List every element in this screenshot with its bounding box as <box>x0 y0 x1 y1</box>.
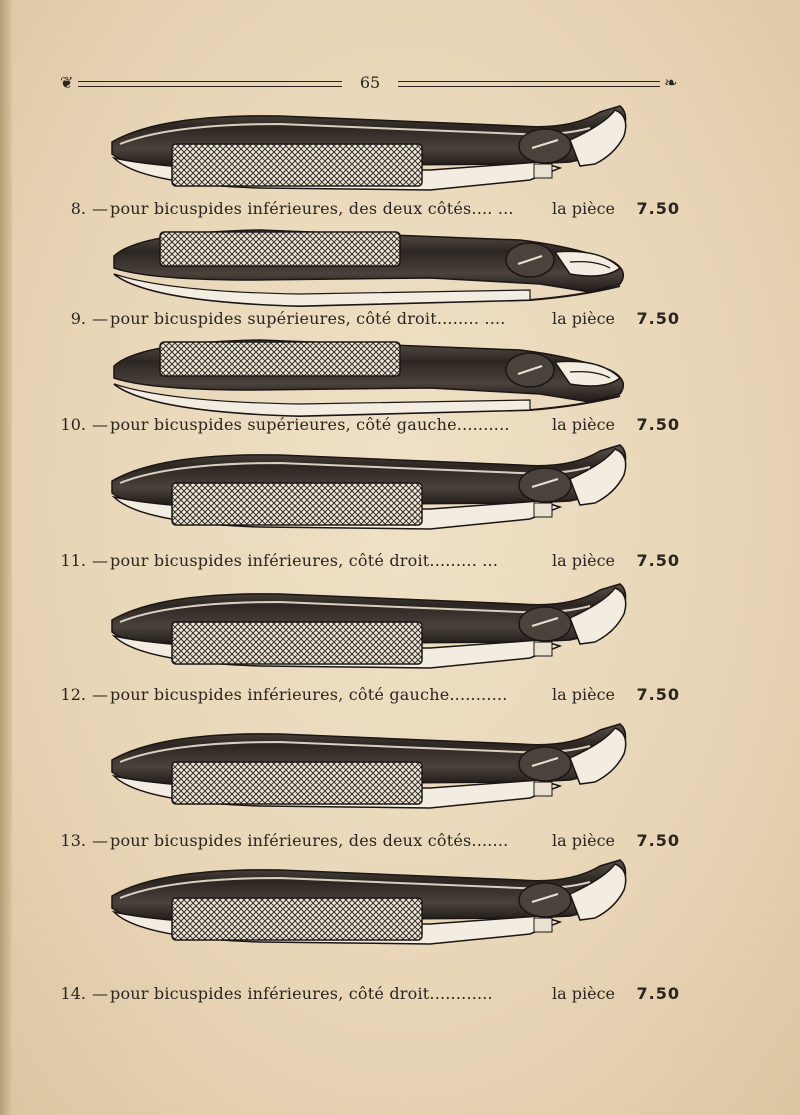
item-description: pour bicuspides inférieures, côté droit......... ... <box>110 551 499 570</box>
item-price: 7.50 <box>636 831 680 850</box>
item-unit: la pièce <box>552 199 615 218</box>
forceps-illustration-9 <box>100 218 640 318</box>
item-dash: — <box>92 309 108 328</box>
item-number: 12. <box>60 685 86 704</box>
list-item <box>46 982 686 1006</box>
item-unit: la pièce <box>552 831 615 850</box>
item-unit: la pièce <box>552 551 615 570</box>
item-description: pour bicuspides inférieures, des deux côtés.... ... <box>110 199 514 218</box>
item-description: pour bicuspides inférieures, côté droit............ <box>110 984 493 1003</box>
ornament-right-icon: ❧ <box>664 73 678 92</box>
item-description: pour bicuspides supérieures, côté gauche.......... <box>110 415 510 434</box>
item-price: 7.50 <box>636 685 680 704</box>
lower-bicuspid-forceps-icon <box>100 722 640 822</box>
page-number: 65 <box>359 73 381 92</box>
forceps-illustration-12 <box>100 582 640 682</box>
item-number: 14. <box>60 984 86 1003</box>
lower-bicuspid-forceps-icon <box>100 443 640 543</box>
item-description: pour bicuspides inférieures, des deux côtés....... <box>110 831 509 850</box>
forceps-illustration-11 <box>100 443 640 543</box>
item-description: pour bicuspides supérieures, côté droit........ .... <box>110 309 506 328</box>
item-unit: la pièce <box>552 415 615 434</box>
header-rule-left <box>78 81 342 87</box>
item-price: 7.50 <box>636 415 680 434</box>
item-dash: — <box>92 685 108 704</box>
page-header <box>60 72 680 96</box>
list-item <box>46 413 686 437</box>
ornament-left-icon: ❦ <box>60 73 74 92</box>
forceps-illustration-13 <box>100 722 640 822</box>
item-dash: — <box>92 415 108 434</box>
item-unit: la pièce <box>552 984 615 1003</box>
forceps-illustration-8 <box>100 104 640 204</box>
item-description: pour bicuspides inférieures, côté gauche........... <box>110 685 508 704</box>
lower-bicuspid-forceps-icon <box>100 858 640 958</box>
item-price: 7.50 <box>636 199 680 218</box>
item-dash: — <box>92 199 108 218</box>
item-number: 10. <box>60 415 86 434</box>
item-unit: la pièce <box>552 685 615 704</box>
page-spine-shadow <box>0 0 12 1115</box>
item-number: 9. <box>70 309 86 328</box>
item-number: 8. <box>70 199 86 218</box>
lower-bicuspid-forceps-icon <box>100 104 640 204</box>
item-price: 7.50 <box>636 551 680 570</box>
header-rule-right <box>398 81 660 87</box>
item-unit: la pièce <box>552 309 615 328</box>
list-item <box>46 829 686 853</box>
item-dash: — <box>92 984 108 1003</box>
item-price: 7.50 <box>636 984 680 1003</box>
item-price: 7.50 <box>636 309 680 328</box>
list-item <box>46 549 686 573</box>
list-item <box>46 683 686 707</box>
lower-bicuspid-forceps-icon <box>100 582 640 682</box>
item-dash: — <box>92 831 108 850</box>
forceps-illustration-14 <box>100 858 640 958</box>
item-number: 11. <box>60 551 86 570</box>
item-dash: — <box>92 551 108 570</box>
upper-bicuspid-forceps-icon <box>100 218 640 318</box>
item-number: 13. <box>60 831 86 850</box>
